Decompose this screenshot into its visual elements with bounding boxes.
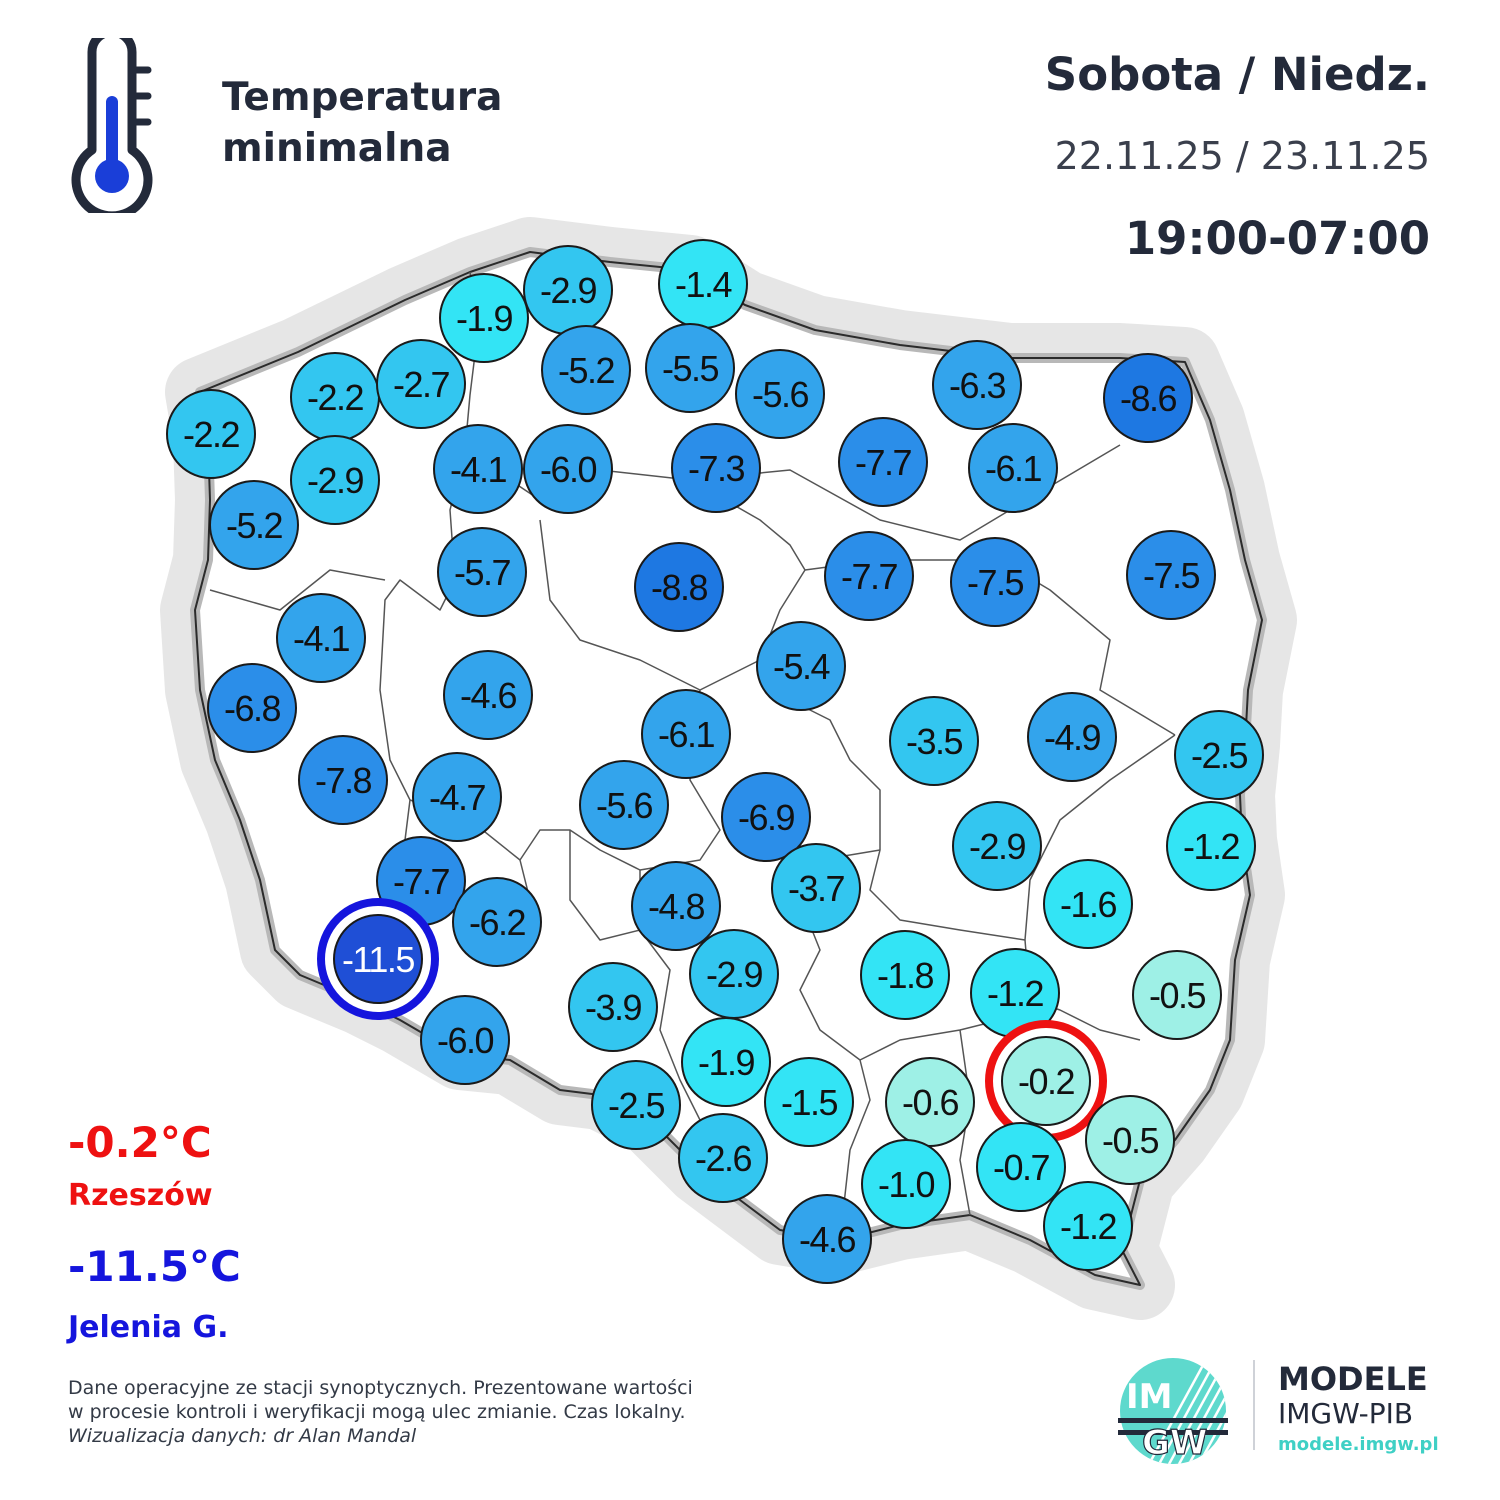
imgw-logo-icon (1118, 1356, 1228, 1466)
station-value: -1.6 (1059, 884, 1117, 925)
station-marker (783, 1195, 871, 1283)
station-marker (765, 1058, 853, 1146)
footer-line-2: w procesie kontroli i weryfikacji mogą ulec zmianie. Czas lokalny. (68, 1401, 686, 1423)
station-marker (1175, 711, 1263, 799)
station-marker (1167, 802, 1255, 890)
station-marker (953, 802, 1041, 890)
station-value: -0.2 (1017, 1061, 1075, 1102)
station-value: -1.9 (455, 298, 513, 339)
period-hours: 19:00-07:00 (1124, 212, 1430, 265)
station-marker (969, 424, 1057, 512)
station-value: -7.3 (687, 448, 745, 489)
brand-org: IMGW-PIB (1278, 1397, 1414, 1430)
station-value: -7.7 (392, 861, 450, 902)
station-marker (690, 930, 778, 1018)
station-marker (839, 418, 927, 506)
station-value: -0.5 (1101, 1120, 1159, 1161)
station-marker (569, 963, 657, 1051)
station-value: -4.1 (292, 618, 350, 659)
station-value: -1.8 (876, 955, 934, 996)
logo-text-top: IM (1126, 1377, 1173, 1417)
brand-url[interactable]: modele.imgw.pl (1278, 1434, 1439, 1455)
station-marker (1044, 1182, 1132, 1270)
period-days: Sobota / Niedz. (1044, 48, 1430, 101)
footer-line-1: Dane operacyjne ze stacji synoptycznych. Prezentowane wartości (68, 1377, 693, 1399)
station-value: -7.5 (1142, 555, 1200, 596)
station-value: -4.6 (798, 1219, 856, 1260)
station-value: -6.1 (984, 448, 1042, 489)
station-value: -2.6 (694, 1138, 752, 1179)
station-value: -5.2 (557, 350, 615, 391)
station-marker (933, 341, 1021, 429)
station-marker (672, 424, 760, 512)
station-value: -5.6 (595, 785, 653, 826)
station-marker (542, 326, 630, 414)
station-marker (977, 1123, 1065, 1211)
station-value: -1.5 (780, 1082, 838, 1123)
station-value: -2.9 (539, 270, 597, 311)
station-marker (861, 931, 949, 1019)
title-line-1: Temperatura (222, 75, 503, 120)
station-marker (438, 528, 526, 616)
station-marker (453, 878, 541, 966)
station-value: -5.6 (751, 374, 809, 415)
brand-separator (1253, 1360, 1255, 1450)
period-dates: 22.11.25 / 23.11.25 (1054, 134, 1430, 178)
station-value: -2.9 (306, 460, 364, 501)
brand-name: MODELE (1278, 1360, 1428, 1398)
station-marker (377, 340, 465, 428)
station-value: -7.5 (966, 562, 1024, 603)
station-marker (291, 353, 379, 441)
min-temperature-station: Jelenia G. (68, 1310, 229, 1345)
station-marker (682, 1018, 770, 1106)
station-value: -1.2 (986, 973, 1044, 1014)
station-marker (659, 240, 747, 328)
station-marker (444, 651, 532, 739)
station-marker (291, 436, 379, 524)
station-value: -3.7 (787, 868, 845, 909)
station-value: -3.5 (905, 721, 963, 762)
station-marker (635, 543, 723, 631)
station-marker (1086, 1096, 1174, 1184)
station-value: -6.1 (657, 714, 715, 755)
station-marker (167, 390, 255, 478)
station-marker (679, 1114, 767, 1202)
station-value: -5.2 (225, 505, 283, 546)
station-value: -2.2 (182, 414, 240, 455)
station-value: -4.8 (647, 886, 705, 927)
station-marker (434, 425, 522, 513)
station-value: -6.2 (468, 902, 526, 943)
station-value: -2.2 (306, 377, 364, 418)
station-marker (580, 761, 668, 849)
station-marker (1044, 860, 1132, 948)
station-marker (1127, 531, 1215, 619)
station-value: -7.7 (840, 556, 898, 597)
min-temperature-value: -11.5°C (68, 1242, 241, 1291)
station-value: -1.0 (877, 1164, 935, 1205)
station-value: -1.4 (674, 264, 732, 305)
station-marker (632, 862, 720, 950)
station-value: -1.2 (1059, 1206, 1117, 1247)
station-marker (951, 538, 1039, 626)
station-marker (421, 996, 509, 1084)
station-marker (757, 622, 845, 710)
station-value: -6.0 (436, 1020, 494, 1061)
station-value: -4.9 (1043, 717, 1101, 758)
station-marker (989, 1024, 1103, 1138)
station-value: -6.8 (223, 688, 281, 729)
footer-credit: Wizualizacja danych: dr Alan Mandal (68, 1425, 417, 1447)
station-value: -6.9 (737, 797, 795, 838)
station-value: -5.5 (661, 348, 719, 389)
station-value: -2.9 (705, 954, 763, 995)
station-value: -7.8 (314, 760, 372, 801)
station-value: -1.2 (1182, 826, 1240, 867)
station-value: -2.5 (607, 1085, 665, 1126)
station-marker (210, 481, 298, 569)
station-marker (886, 1058, 974, 1146)
station-marker (862, 1140, 950, 1228)
station-marker (825, 532, 913, 620)
station-value: -0.7 (992, 1147, 1050, 1188)
station-marker (524, 425, 612, 513)
station-value: -4.6 (459, 675, 517, 716)
station-value: -0.6 (901, 1082, 959, 1123)
footer-note (68, 1376, 693, 1448)
station-marker (299, 736, 387, 824)
station-value: -6.0 (539, 449, 597, 490)
station-marker (1133, 951, 1221, 1039)
station-marker (413, 753, 501, 841)
station-value: -2.5 (1190, 735, 1248, 776)
station-marker (890, 697, 978, 785)
station-marker (772, 844, 860, 932)
station-value: -1.9 (697, 1042, 755, 1083)
title-line-2: minimalna (222, 126, 452, 171)
station-marker (277, 594, 365, 682)
station-marker (1028, 693, 1116, 781)
station-value: -2.7 (392, 364, 450, 405)
station-marker (208, 664, 296, 752)
station-value: -8.8 (650, 567, 708, 608)
max-temperature-value: -0.2°C (68, 1118, 212, 1167)
station-value: -3.9 (584, 987, 642, 1028)
station-value: -4.7 (428, 777, 486, 818)
station-value: -4.1 (449, 449, 507, 490)
station-marker (592, 1061, 680, 1149)
station-marker (736, 350, 824, 438)
station-marker (321, 902, 435, 1016)
station-marker (642, 690, 730, 778)
station-value: -11.5 (342, 939, 414, 980)
station-marker (440, 274, 528, 362)
station-value: -2.9 (968, 826, 1026, 867)
station-value: -7.7 (854, 442, 912, 483)
station-marker (1104, 354, 1192, 442)
station-value: -5.7 (453, 552, 511, 593)
station-value: -8.6 (1119, 378, 1177, 419)
station-marker (646, 324, 734, 412)
max-temperature-station: Rzeszów (68, 1178, 213, 1213)
station-value: -0.5 (1148, 975, 1206, 1016)
station-value: -6.3 (948, 365, 1006, 406)
logo-text-bottom: GW (1142, 1423, 1208, 1463)
station-value: -5.4 (772, 646, 830, 687)
station-marker (524, 246, 612, 334)
